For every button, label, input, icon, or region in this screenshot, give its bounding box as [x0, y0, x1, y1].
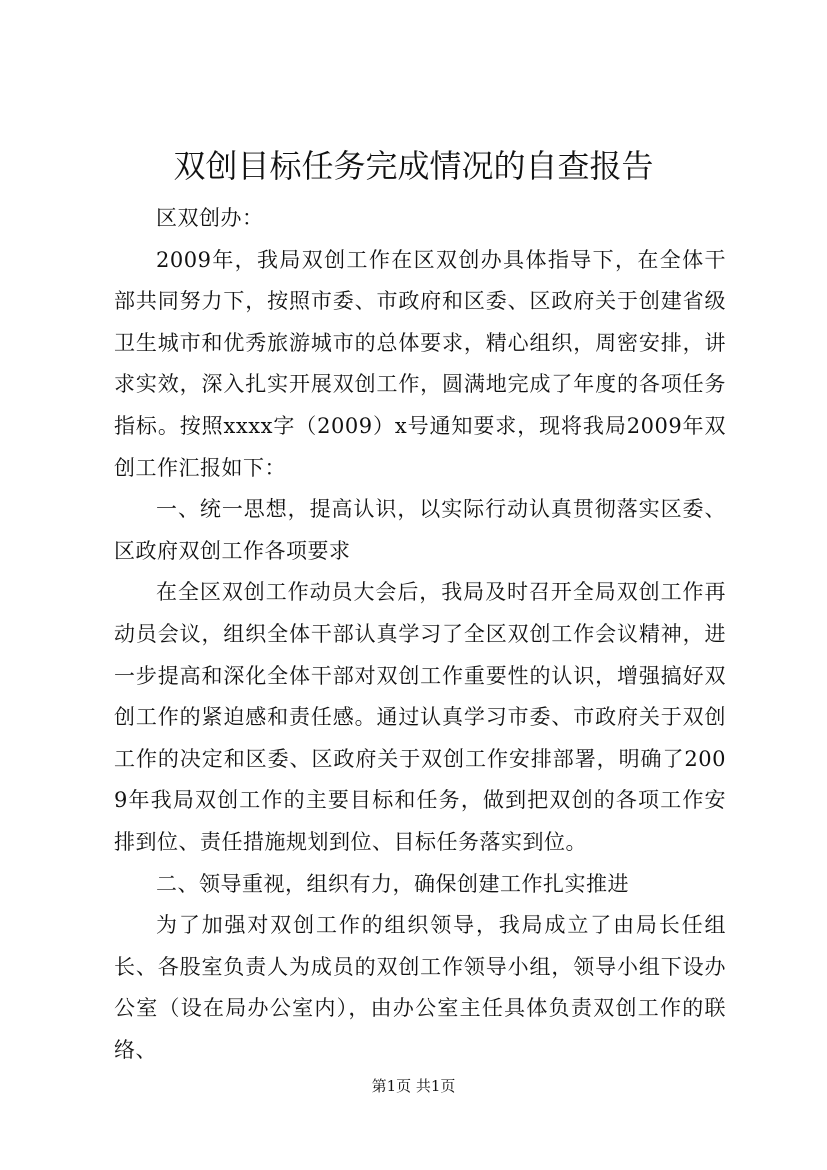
paragraph-intro: 2009年，我局双创工作在区双创办具体指导下，在全体干部共同努力下，按照市委、市政府和区委、区政府关于创建省级卫生城市和优秀旅游城市的总体要求，精心组织，周密安排，讲求实效，深入扎实开展双创工作，圆满地完成了年度的各项任务指标。按照xxxx字（2009）x号通知要求，现将我局2009年双创工作汇报如下： [114, 247, 726, 480]
paragraph-section-2: 为了加强对双创工作的组织领导，我局成立了由局长任组长、各股室负责人为成员的双创工作领导小组，领导小组下设办公室（设在局办公室内），由办公室主任具体负责双创工作的联络、 [114, 913, 726, 1062]
section-heading-1: 一、统一思想，提高认识，以实际行动认真贯彻落实区委、区政府双创工作各项要求 [114, 497, 726, 563]
section-heading-2: 二、领导重视，组织有力，确保创建工作扎实推进 [156, 871, 629, 896]
paragraph-section-1: 在全区双创工作动员大会后，我局及时召开全局双创工作再动员会议，组织全体干部认真学习了全区双创工作会议精神，进一步提高和深化全体干部对双创工作重要性的认识，增强搞好双创工作的紧迫感和责任感。通过认真学习市委、市政府关于双创工作的决定和区委、区政府关于双创工作安排部署，明确了2009年我局双创工作的主要目标和任务，做到把双创的各项工作安排到位、责任措施规划到位、目标任务落实到位。 [114, 580, 726, 854]
document-title: 双创目标任务完成情况的自查报告 [173, 147, 654, 185]
page-footer: 第1页 共1页 [371, 1077, 456, 1095]
greeting-line: 区双创办： [156, 206, 264, 230]
document-body [114, 198, 726, 1071]
